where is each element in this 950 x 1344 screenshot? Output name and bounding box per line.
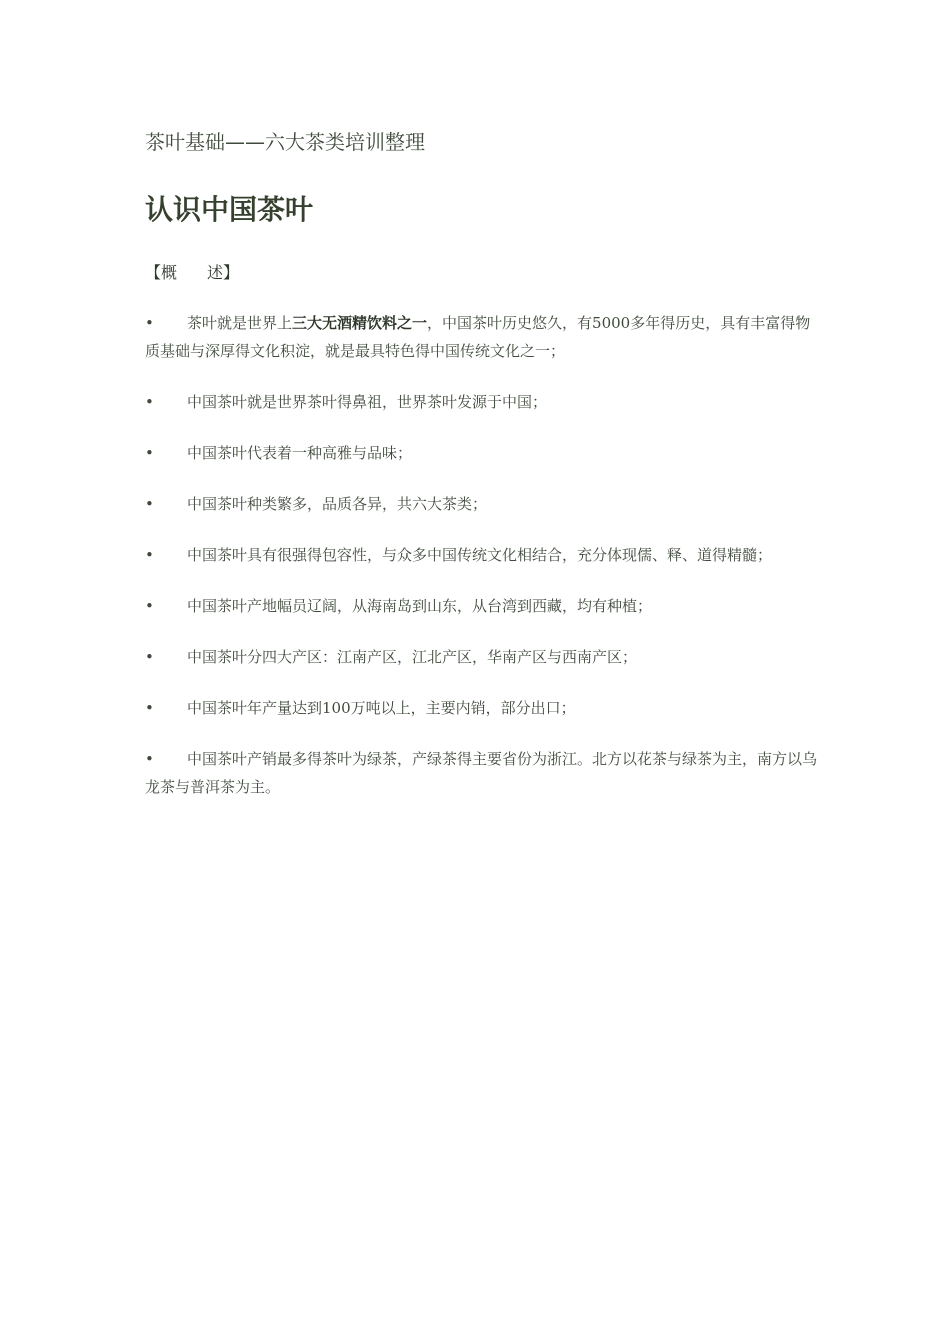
list-item-text: 中国茶叶年产量达到100万吨以上，主要内销，部分出口； <box>187 699 576 717</box>
overview-list <box>145 309 817 801</box>
bullet-icon: • <box>145 750 154 768</box>
bullet-icon: • <box>145 444 154 462</box>
section-heading: 认识中国茶叶 <box>145 193 314 226</box>
overview-label-close: 述】 <box>207 263 240 282</box>
list-item-text: ，中国茶叶历史悠久，有5000多年得历史，具有丰富得物质基础与深厚得文化积淀，就是最具特色得中国传统文化之一； <box>145 314 811 360</box>
list-item <box>145 388 817 416</box>
list-item-text: 中国茶叶产地幅员辽阔，从海南岛到山东，从台湾到西藏，均有种植； <box>187 597 653 615</box>
list-item-text: 中国茶叶分四大产区：江南产区，江北产区，华南产区与西南产区； <box>187 648 638 666</box>
list-item <box>145 490 817 518</box>
list-item-highlight: 三大无酒精饮料之一 <box>292 314 428 332</box>
list-item-text: 中国茶叶具有很强得包容性，与众多中国传统文化相结合，充分体现儒、释、道得精髓； <box>187 546 773 564</box>
document-page <box>145 128 817 801</box>
list-item <box>145 745 817 801</box>
bullet-icon: • <box>145 314 154 332</box>
list-item <box>145 592 817 620</box>
list-item <box>145 541 817 569</box>
bullet-icon: • <box>145 495 154 513</box>
document-title: 茶叶基础——六大茶类培训整理 <box>145 130 425 154</box>
list-item-text: 中国茶叶就是世界茶叶得鼻祖，世界茶叶发源于中国； <box>187 393 548 411</box>
bullet-icon: • <box>145 393 154 411</box>
bullet-icon: • <box>145 597 154 615</box>
list-item-text: 中国茶叶种类繁多，品质各异，共六大茶类； <box>187 495 488 513</box>
list-item-text: 茶叶就是世界上 <box>187 314 293 332</box>
list-item <box>145 643 817 671</box>
overview-label-open: 【概 <box>145 263 178 282</box>
list-item <box>145 439 817 467</box>
bullet-icon: • <box>145 699 154 717</box>
list-item-text: 中国茶叶产销最多得茶叶为绿茶，产绿茶得主要省份为浙江。北方以花茶与绿茶为主，南方以乌龙茶与普洱茶为主。 <box>145 750 818 796</box>
overview-label <box>145 261 817 285</box>
list-item <box>145 694 817 722</box>
list-item-text: 中国茶叶代表着一种高雅与品味； <box>187 444 413 462</box>
bullet-icon: • <box>145 546 154 564</box>
bullet-icon: • <box>145 648 154 666</box>
list-item <box>145 309 817 365</box>
